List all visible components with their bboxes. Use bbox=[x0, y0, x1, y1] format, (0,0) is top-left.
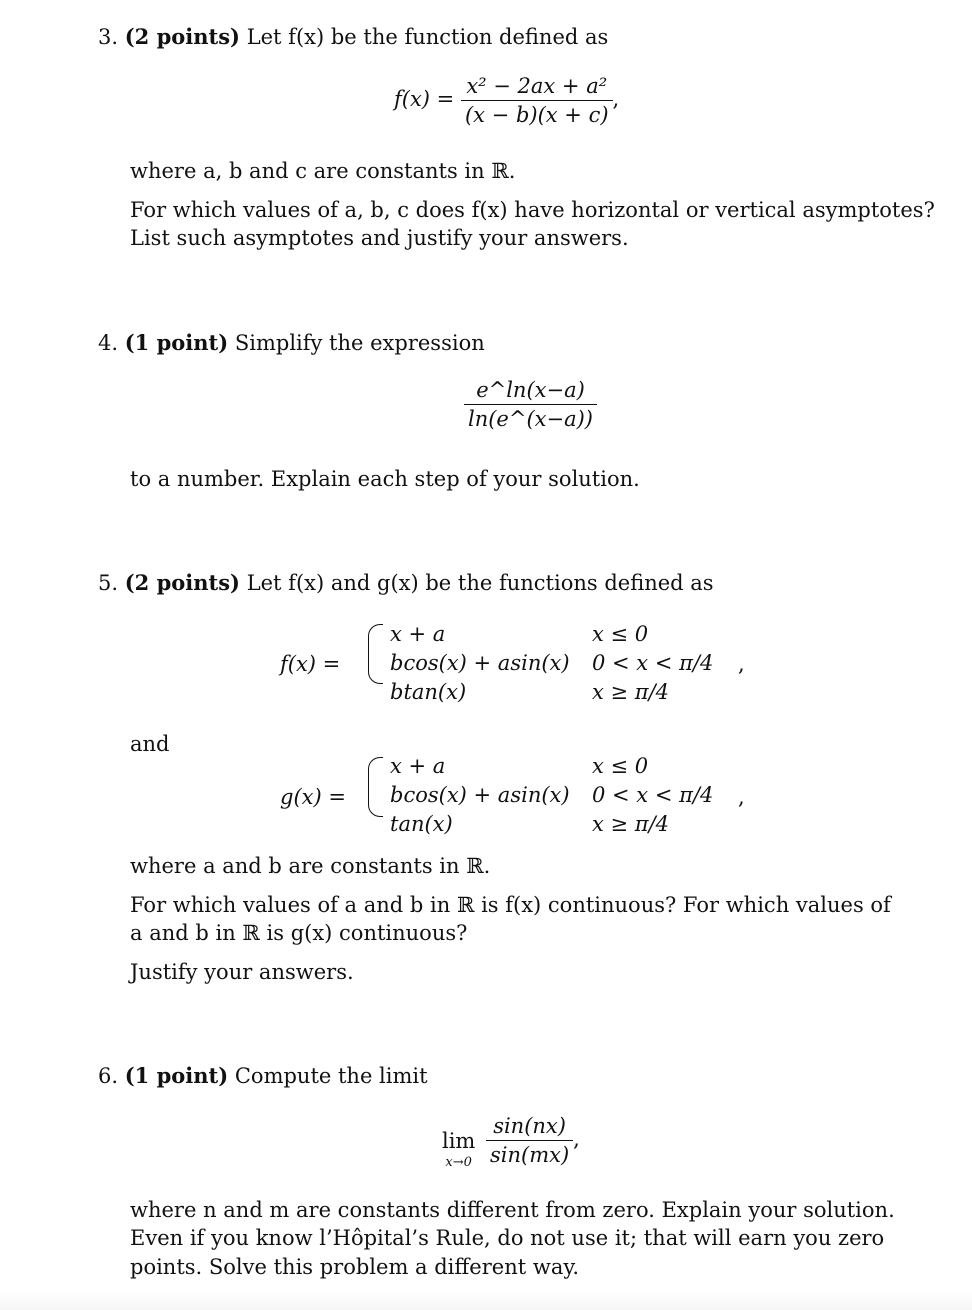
problem-4-denominator: ln(e^(x−a)) bbox=[468, 407, 593, 431]
problem-5-f-case-3-expr: btan(x) bbox=[390, 680, 467, 704]
problem-4-fraction bbox=[464, 378, 597, 431]
problem-6-denominator: sin(mx) bbox=[490, 1143, 570, 1167]
problem-6-line-1: where n and m are constants different from zero. Explain your solution. bbox=[130, 1198, 895, 1222]
problem-6-fraction bbox=[486, 1114, 573, 1167]
problem-4-expression bbox=[464, 378, 597, 431]
problem-5-g-comma: , bbox=[738, 785, 745, 809]
problem-6-comma: , bbox=[573, 1127, 580, 1151]
problem-5-heading bbox=[98, 570, 714, 595]
problem-3-denominator: (x − b)(x + c) bbox=[464, 103, 609, 127]
problem-6-lim bbox=[442, 1130, 475, 1174]
problem-5-g-case-2-expr: bcos(x) + asin(x) bbox=[390, 783, 570, 807]
problem-5-f-comma: , bbox=[738, 652, 745, 676]
problem-3-question-line-1: For which values of a, b, c does f(x) have horizontal or vertical asymptotes? bbox=[130, 198, 935, 222]
problem-5-f-case-1-cond: x ≤ 0 bbox=[592, 622, 649, 646]
problem-3-fraction bbox=[461, 74, 613, 127]
problem-4-intro: Simplify the expression bbox=[234, 331, 485, 355]
problem-5-g-case-2-cond: 0 < x < π/4 bbox=[592, 783, 714, 807]
problem-5-g-case-3-cond: x ≥ π/4 bbox=[592, 812, 670, 836]
problem-6-line-2: Even if you know l’Hôpital’s Rule, do not use it; that will earn you zero bbox=[130, 1226, 885, 1250]
problem-6-expression bbox=[486, 1114, 580, 1167]
problem-6-points: (1 point) bbox=[124, 1063, 229, 1088]
problem-6-lim-word: lim bbox=[442, 1129, 476, 1153]
problem-5-g-lhs: g(x) = bbox=[280, 785, 346, 809]
problem-5-intro: Let f(x) and g(x) be the functions defined as bbox=[246, 571, 714, 595]
problem-6-intro: Compute the limit bbox=[234, 1064, 428, 1088]
problem-5-question-line-2: a and b in ℝ is g(x) continuous? bbox=[130, 921, 468, 945]
problem-5-f-lhs: f(x) = bbox=[280, 652, 341, 676]
problem-4-heading bbox=[98, 330, 485, 355]
problem-5-f-case-1-expr: x + a bbox=[390, 622, 446, 646]
page-bottom-edge bbox=[0, 1290, 972, 1310]
problem-5-number: 5. bbox=[98, 571, 119, 595]
problem-6-number: 6. bbox=[98, 1064, 119, 1088]
problem-5-f-brace bbox=[368, 624, 383, 684]
problem-3-where: where a, b and c are constants in ℝ. bbox=[130, 159, 516, 183]
problem-3-intro: Let f(x) be the function defined as bbox=[246, 25, 609, 49]
problem-5-g-brace bbox=[368, 757, 383, 817]
problem-5-f-case-3-cond: x ≥ π/4 bbox=[592, 680, 670, 704]
problem-6-lim-subscript: x→0 bbox=[445, 1155, 472, 1170]
problem-5-points: (2 points) bbox=[124, 570, 240, 595]
problem-3-question-line-2: List such asymptotes and justify your answers. bbox=[130, 226, 629, 250]
problem-4-tail: to a number. Explain each step of your solution. bbox=[130, 467, 640, 491]
problem-5-g-case-3-expr: tan(x) bbox=[390, 812, 453, 836]
problem-5-question-line-1: For which values of a and b in ℝ is f(x) continuous? For which values of bbox=[130, 893, 891, 917]
problem-3-comma: , bbox=[612, 87, 620, 111]
problem-3-numerator: x² − 2ax + a² bbox=[461, 74, 613, 101]
problem-3-heading bbox=[98, 24, 608, 49]
problem-4-points: (1 point) bbox=[124, 330, 229, 355]
problem-5-and: and bbox=[130, 732, 170, 756]
problem-3-equation bbox=[394, 74, 619, 127]
problem-6-line-3: points. Solve this problem a different way. bbox=[130, 1255, 580, 1279]
problem-5-g-case-1-expr: x + a bbox=[390, 754, 446, 778]
problem-6-numerator: sin(nx) bbox=[486, 1114, 573, 1141]
problem-3-lhs: f(x) = bbox=[394, 87, 455, 111]
problem-4-numerator: e^ln(x−a) bbox=[464, 378, 597, 405]
problem-6-heading bbox=[98, 1063, 428, 1088]
problem-5-f-case-2-cond: 0 < x < π/4 bbox=[592, 651, 714, 675]
problem-5-f-case-2-expr: bcos(x) + asin(x) bbox=[390, 651, 570, 675]
problem-5-g-case-1-cond: x ≤ 0 bbox=[592, 754, 649, 778]
problem-3-points: (2 points) bbox=[124, 24, 240, 49]
problem-5-justify: Justify your answers. bbox=[130, 960, 354, 984]
problem-3-number: 3. bbox=[98, 25, 119, 49]
problem-5-where: where a and b are constants in ℝ. bbox=[130, 854, 491, 878]
problem-4-number: 4. bbox=[98, 331, 119, 355]
